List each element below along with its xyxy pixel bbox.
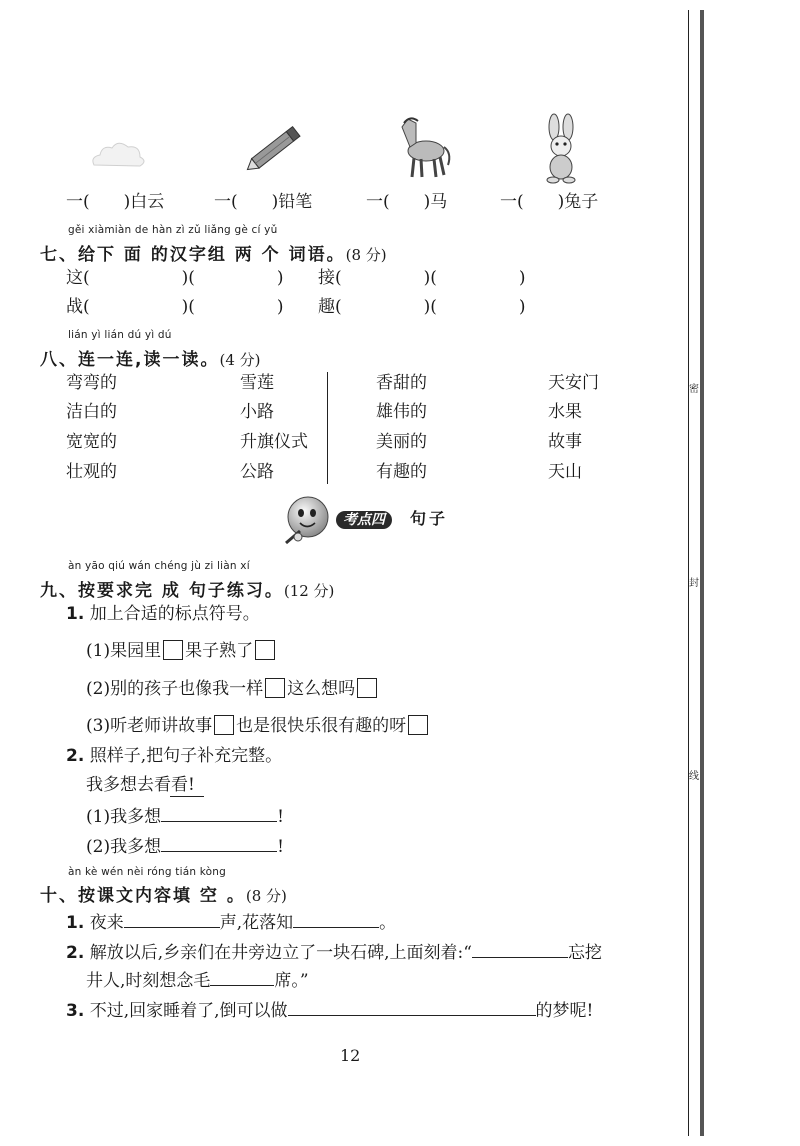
match-left-word[interactable]: 宽宽的 [66,432,117,452]
section8-pinyin: lián yì lián dú yì dú [68,329,172,341]
kaodian-badge: 考点四 [336,511,392,529]
char-jie: 接 [318,268,335,288]
horse-picture [394,113,454,183]
section10-q1: 1. 夜来 声,花落知 。 [66,913,397,933]
binding-mark: 线 [689,765,699,784]
match-right-word[interactable]: 美丽的 [376,432,427,452]
fill-sentence: (2)我多想 ! [86,837,284,857]
section7-row: 这( )( ) [66,268,284,288]
char-zhe: 这 [66,268,83,288]
measure-word-item: 一( )马 [366,192,448,212]
smiley-mascot-icon [278,493,334,549]
match-left-word[interactable]: 弯弯的 [66,373,117,393]
section10-q3: 3. 不过,回家睡着了,倒可以做 的梦呢! [66,1001,594,1021]
match-left-word[interactable]: 洁白的 [66,402,117,422]
binding-line-right [700,10,704,1136]
section8-score: (4 分) [219,351,261,369]
match-left-noun[interactable]: 公路 [240,462,274,482]
char-qu: 趣 [318,297,335,317]
punctuation-box[interactable] [357,678,377,698]
pencil-picture [240,118,310,178]
punctuation-item: (3)听老师讲故事 也是很快乐很有趣的呀 [86,715,430,735]
measure-word-item: 一( )白云 [66,192,165,212]
char-zhan: 战 [66,297,83,317]
fill-blank[interactable] [293,912,379,928]
match-right-noun[interactable]: 天山 [548,462,582,482]
section7-row: 接( )( ) [318,268,526,288]
section10-q2-cont: 井人,时刻想念毛 席。” [86,971,309,991]
section8-heading [40,345,261,370]
section8-title: 八、连一连,读一读。 [40,350,220,370]
cloud-picture [88,135,148,175]
match-divider [327,372,328,484]
punctuation-box[interactable] [408,715,428,735]
match-left-noun[interactable]: 雪莲 [240,373,274,393]
section7-pinyin: gěi xiàmiàn de hàn zì zǔ liǎng gè cí yǔ [68,224,278,236]
rabbit-picture [536,113,586,185]
section7-heading [40,240,387,265]
section7-score: (8 分) [345,246,387,264]
punctuation-box[interactable] [163,640,183,660]
section9-pinyin: àn yāo qiú wán chéng jù zi liàn xí [68,560,250,572]
match-right-word[interactable]: 雄伟的 [376,402,427,422]
measure-word-item: 一( )铅笔 [214,192,313,212]
match-left-word[interactable]: 壮观的 [66,462,117,482]
section9-score: (12 分) [283,582,335,600]
section10-q2: 2. 解放以后,乡亲们在井旁边立了一块石碑,上面刻着:“ 忘挖 [66,943,602,963]
section10-title: 十、按课文内容填 空 。 [40,886,246,906]
section10-pinyin: àn kè wén nèi róng tián kòng [68,866,227,878]
example-sentence: 我多想去看看! [86,775,195,795]
section7-row: 战( )( ) [66,297,284,317]
fill-blank[interactable] [161,836,277,852]
punctuation-box[interactable] [214,715,234,735]
punctuation-box[interactable] [265,678,285,698]
binding-mark: 密 [689,378,699,397]
section7-row: 趣( )( ) [318,297,526,317]
match-right-word[interactable]: 有趣的 [376,462,427,482]
match-right-noun[interactable]: 天安门 [548,373,599,393]
section10-heading [40,881,287,906]
fill-blank[interactable] [210,970,274,986]
match-left-noun[interactable]: 小路 [240,402,274,422]
kaodian-label: 句子 [410,509,449,528]
match-left-noun[interactable]: 升旗仪式 [240,432,308,452]
section9-q2: 2. 照样子,把句子补充完整。 [66,746,283,766]
match-right-noun[interactable]: 水果 [548,402,582,422]
section9-title: 九、按要求完 成 句子练习。 [40,581,284,601]
match-right-word[interactable]: 香甜的 [376,373,427,393]
match-right-noun[interactable]: 故事 [548,432,582,452]
fill-blank[interactable] [472,942,568,958]
binding-mark: 封 [689,572,699,591]
page-number: 12 [340,1046,361,1065]
section9-q1: 1. 加上合适的标点符号。 [66,604,260,624]
section10-score: (8 分) [245,887,287,905]
section7-title: 七、给下 面 的汉字组 两 个 词语。 [40,245,346,265]
fill-blank[interactable] [124,912,220,928]
punctuation-item: (2)别的孩子也像我一样 这么想吗 [86,678,379,698]
section9-heading [40,576,334,601]
fill-blank[interactable] [288,1000,536,1016]
punctuation-item: (1)果园里 果子熟了 [86,640,277,660]
measure-word-item: 一( )兔子 [500,192,599,212]
punctuation-box[interactable] [255,640,275,660]
fill-sentence: (1)我多想 ! [86,807,284,827]
example-underline [170,796,204,797]
fill-blank[interactable] [161,806,277,822]
